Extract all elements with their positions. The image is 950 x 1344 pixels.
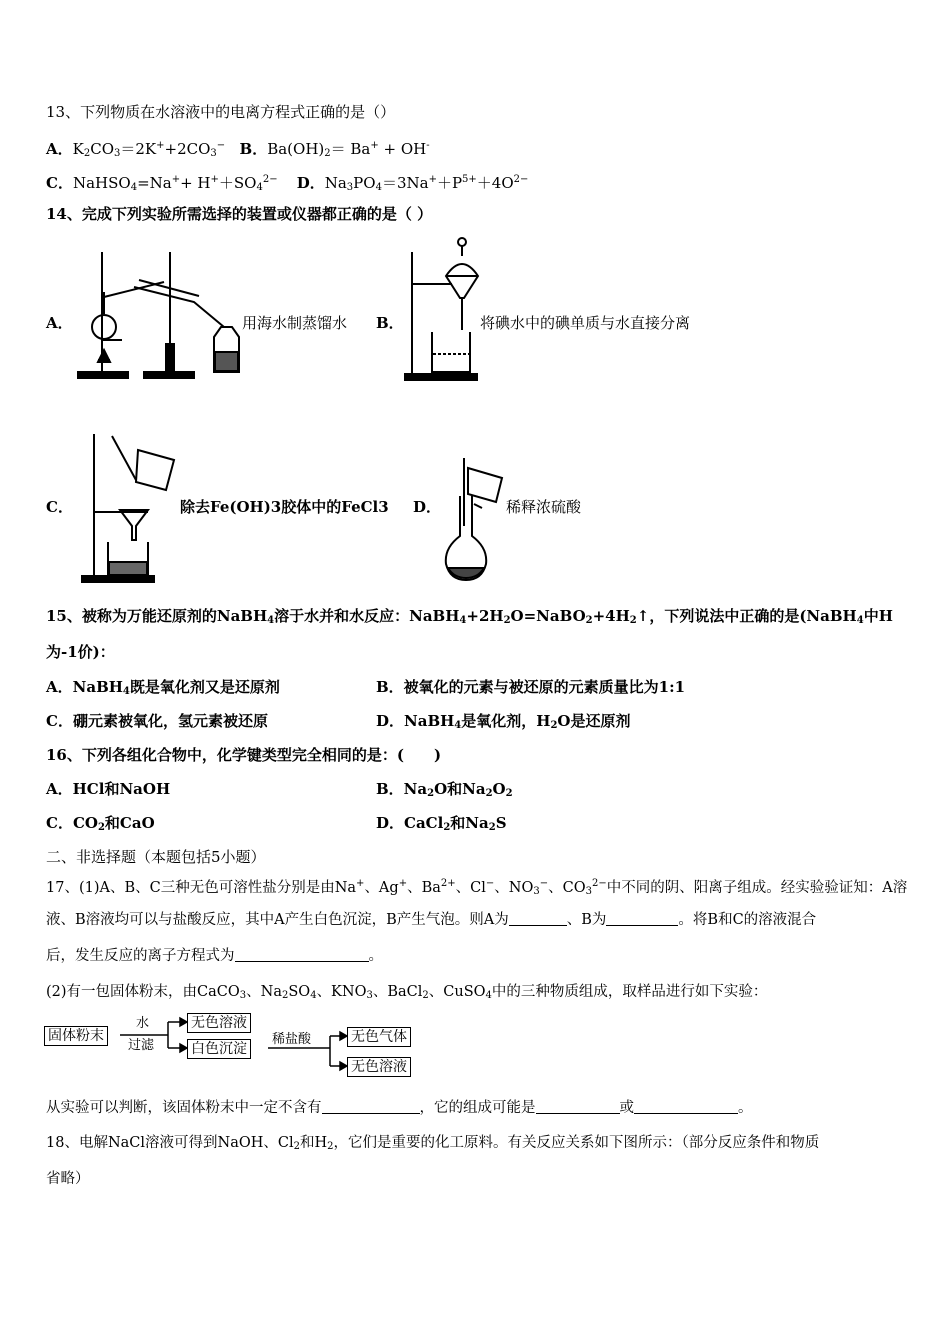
flow-precipitate-box: 白色沉淀 xyxy=(187,1039,251,1059)
q17-line5-part2: ，它的组成可能是 xyxy=(419,1100,536,1116)
q14-option-a-caption: 用海水制蒸馏水 xyxy=(242,314,348,332)
separatory-funnel-figure xyxy=(402,234,482,384)
q15-option-b: B．被氧化的元素与被还原的元素质量比为1:1 xyxy=(376,678,686,696)
q15-option-d: D．NaBH$_4$是氧化剂，$H_2O$是还原剂 xyxy=(376,712,631,731)
flow-step2-label: 稀盐酸 xyxy=(272,1032,312,1047)
q13-option-c-label: C． xyxy=(46,174,73,192)
q13-options-cd xyxy=(46,170,528,198)
q15-option-a: A．NaBH$_4$既是氧化剂又是还原剂 xyxy=(46,678,280,697)
q17-line2 xyxy=(46,910,816,930)
flow-solution-box: 无色溶液 xyxy=(187,1013,251,1033)
flow-step1-bottom: 过滤 xyxy=(128,1038,155,1053)
q14-option-d-caption: 稀释浓硫酸 xyxy=(506,498,582,516)
q14-option-b-caption: 将碘水中的碘单质与水直接分离 xyxy=(480,314,691,332)
q13-option-d: $Na_3PO_4=3Na^++P^{5+}+4O^{2-}$ xyxy=(324,174,529,193)
q16-option-c: C．$CO_2$和CaO xyxy=(46,814,155,833)
q16-option-b: B．$Na_2O$和$Na_2O_2$ xyxy=(376,780,513,799)
q17-line2-part1: 液、B溶液均可以与盐酸反应，其中A产生白色沉淀，B产生气泡。则A为 xyxy=(46,912,509,928)
q17-line2-part3: 。将B和C的溶液混合 xyxy=(678,912,817,928)
q16-stem: 16、下列各组化合物中，化学键类型完全相同的是：( ) xyxy=(46,746,442,764)
q15-option-c: C．硼元素被氧化，氢元素被还原 xyxy=(46,712,268,730)
q13-option-c: NaHSO$_4$=Na++ $H^++SO_4^{2-}$ xyxy=(72,174,278,193)
q17-line3 xyxy=(46,946,383,966)
q16-option-a: A．HCl和NaOH xyxy=(46,780,171,798)
q17-line5-part3: 或 xyxy=(619,1100,634,1116)
q17-line2-part2: 、B为 xyxy=(566,912,607,928)
answer-blank-b[interactable] xyxy=(606,910,678,926)
q16-option-d: D．CaCl$_2$和$Na_2S$ xyxy=(376,814,507,833)
answer-blank-equation[interactable] xyxy=(235,946,369,962)
q13-option-a: $K_2CO_3=2K^++2CO_3^-$ xyxy=(72,140,226,159)
answer-blank-a[interactable] xyxy=(509,910,567,926)
q15-stem-line2: 为-1价)： xyxy=(46,643,115,661)
q13-option-a-label: A． xyxy=(46,140,73,158)
answer-blank-not-contain[interactable] xyxy=(322,1098,420,1114)
q14-option-a-label: A． xyxy=(46,314,73,332)
q14-option-b-label: B． xyxy=(376,314,404,332)
q14-stem: 14、完成下列实验所需选择的装置或仪器都正确的是（ ） xyxy=(46,205,433,223)
q14-option-c-caption: 除去Fe(OH)3胶体中的FeCl3 xyxy=(180,498,389,516)
q14-option-d-label: D． xyxy=(413,498,442,516)
flow-start-box: 固体粉末 xyxy=(44,1026,108,1046)
distillation-apparatus-figure xyxy=(74,242,244,382)
q13-stem: 13、下列物质在水溶液中的电离方程式正确的是（） xyxy=(46,103,396,121)
answer-blank-composition-2[interactable] xyxy=(634,1098,738,1114)
q15-stem-line1: 15、被称为万能还原剂的NaBH$_4$溶于水并和水反应：$NaBH_4+2H_2O=NaBO_2+4H_2↑$，下列说法中正确的是(NaBH$_4$中H xyxy=(46,607,893,626)
q13-option-d-label: D． xyxy=(296,174,325,192)
q17-line5 xyxy=(46,1098,753,1118)
q17-line5-part4: 。 xyxy=(738,1100,753,1116)
q17-line3-part2: 。 xyxy=(368,948,383,964)
section-heading: 二、非选择题（本题包括5小题） xyxy=(46,848,266,866)
q13-option-b: $Ba(OH)_2= Ba^+ + OH^-$ xyxy=(267,140,430,159)
flow-step1-top: 水 xyxy=(136,1016,150,1031)
q17-line3-part1: 后，发生反应的离子方程式为 xyxy=(46,948,235,964)
flow-gas-box: 无色气体 xyxy=(347,1027,411,1047)
q13-option-b-label: B． xyxy=(239,140,268,158)
q17-line5-part1: 从实验可以判断，该固体粉末中一定不含有 xyxy=(46,1100,322,1116)
q18-line2: 省略） xyxy=(46,1171,90,1187)
volumetric-flask-figure xyxy=(440,456,504,586)
q17-line4: (2)有一包固体粉末，由CaCO$_3$、$Na_2SO_4$、$KNO_3$、BaCl$_2$、CuSO$_4$中的三种物质组成，取样品进行如下实验： xyxy=(46,984,768,1001)
q17-line1: 17、(1)A、B、C三种无色可溶性盐分别是由Na+、Ag+、$Ba^{2+}$、Cl−、$NO_3^-$、$CO_3^{2-}$中不同的阴、阳离子组成。经实验验证知：A溶 xyxy=(46,878,908,897)
q13-options-ab xyxy=(46,136,430,164)
filtration-apparatus-figure xyxy=(78,430,178,585)
answer-blank-composition-1[interactable] xyxy=(536,1098,620,1114)
flow-solution2-box: 无色溶液 xyxy=(347,1057,411,1077)
q18-line1: 18、电解NaCl溶液可得到NaOH、$Cl_2$和$H_2$，它们是重要的化工原料。有关反应关系如下图所示：（部分反应条件和物质 xyxy=(46,1135,820,1152)
q14-option-c-label: C． xyxy=(46,498,73,516)
